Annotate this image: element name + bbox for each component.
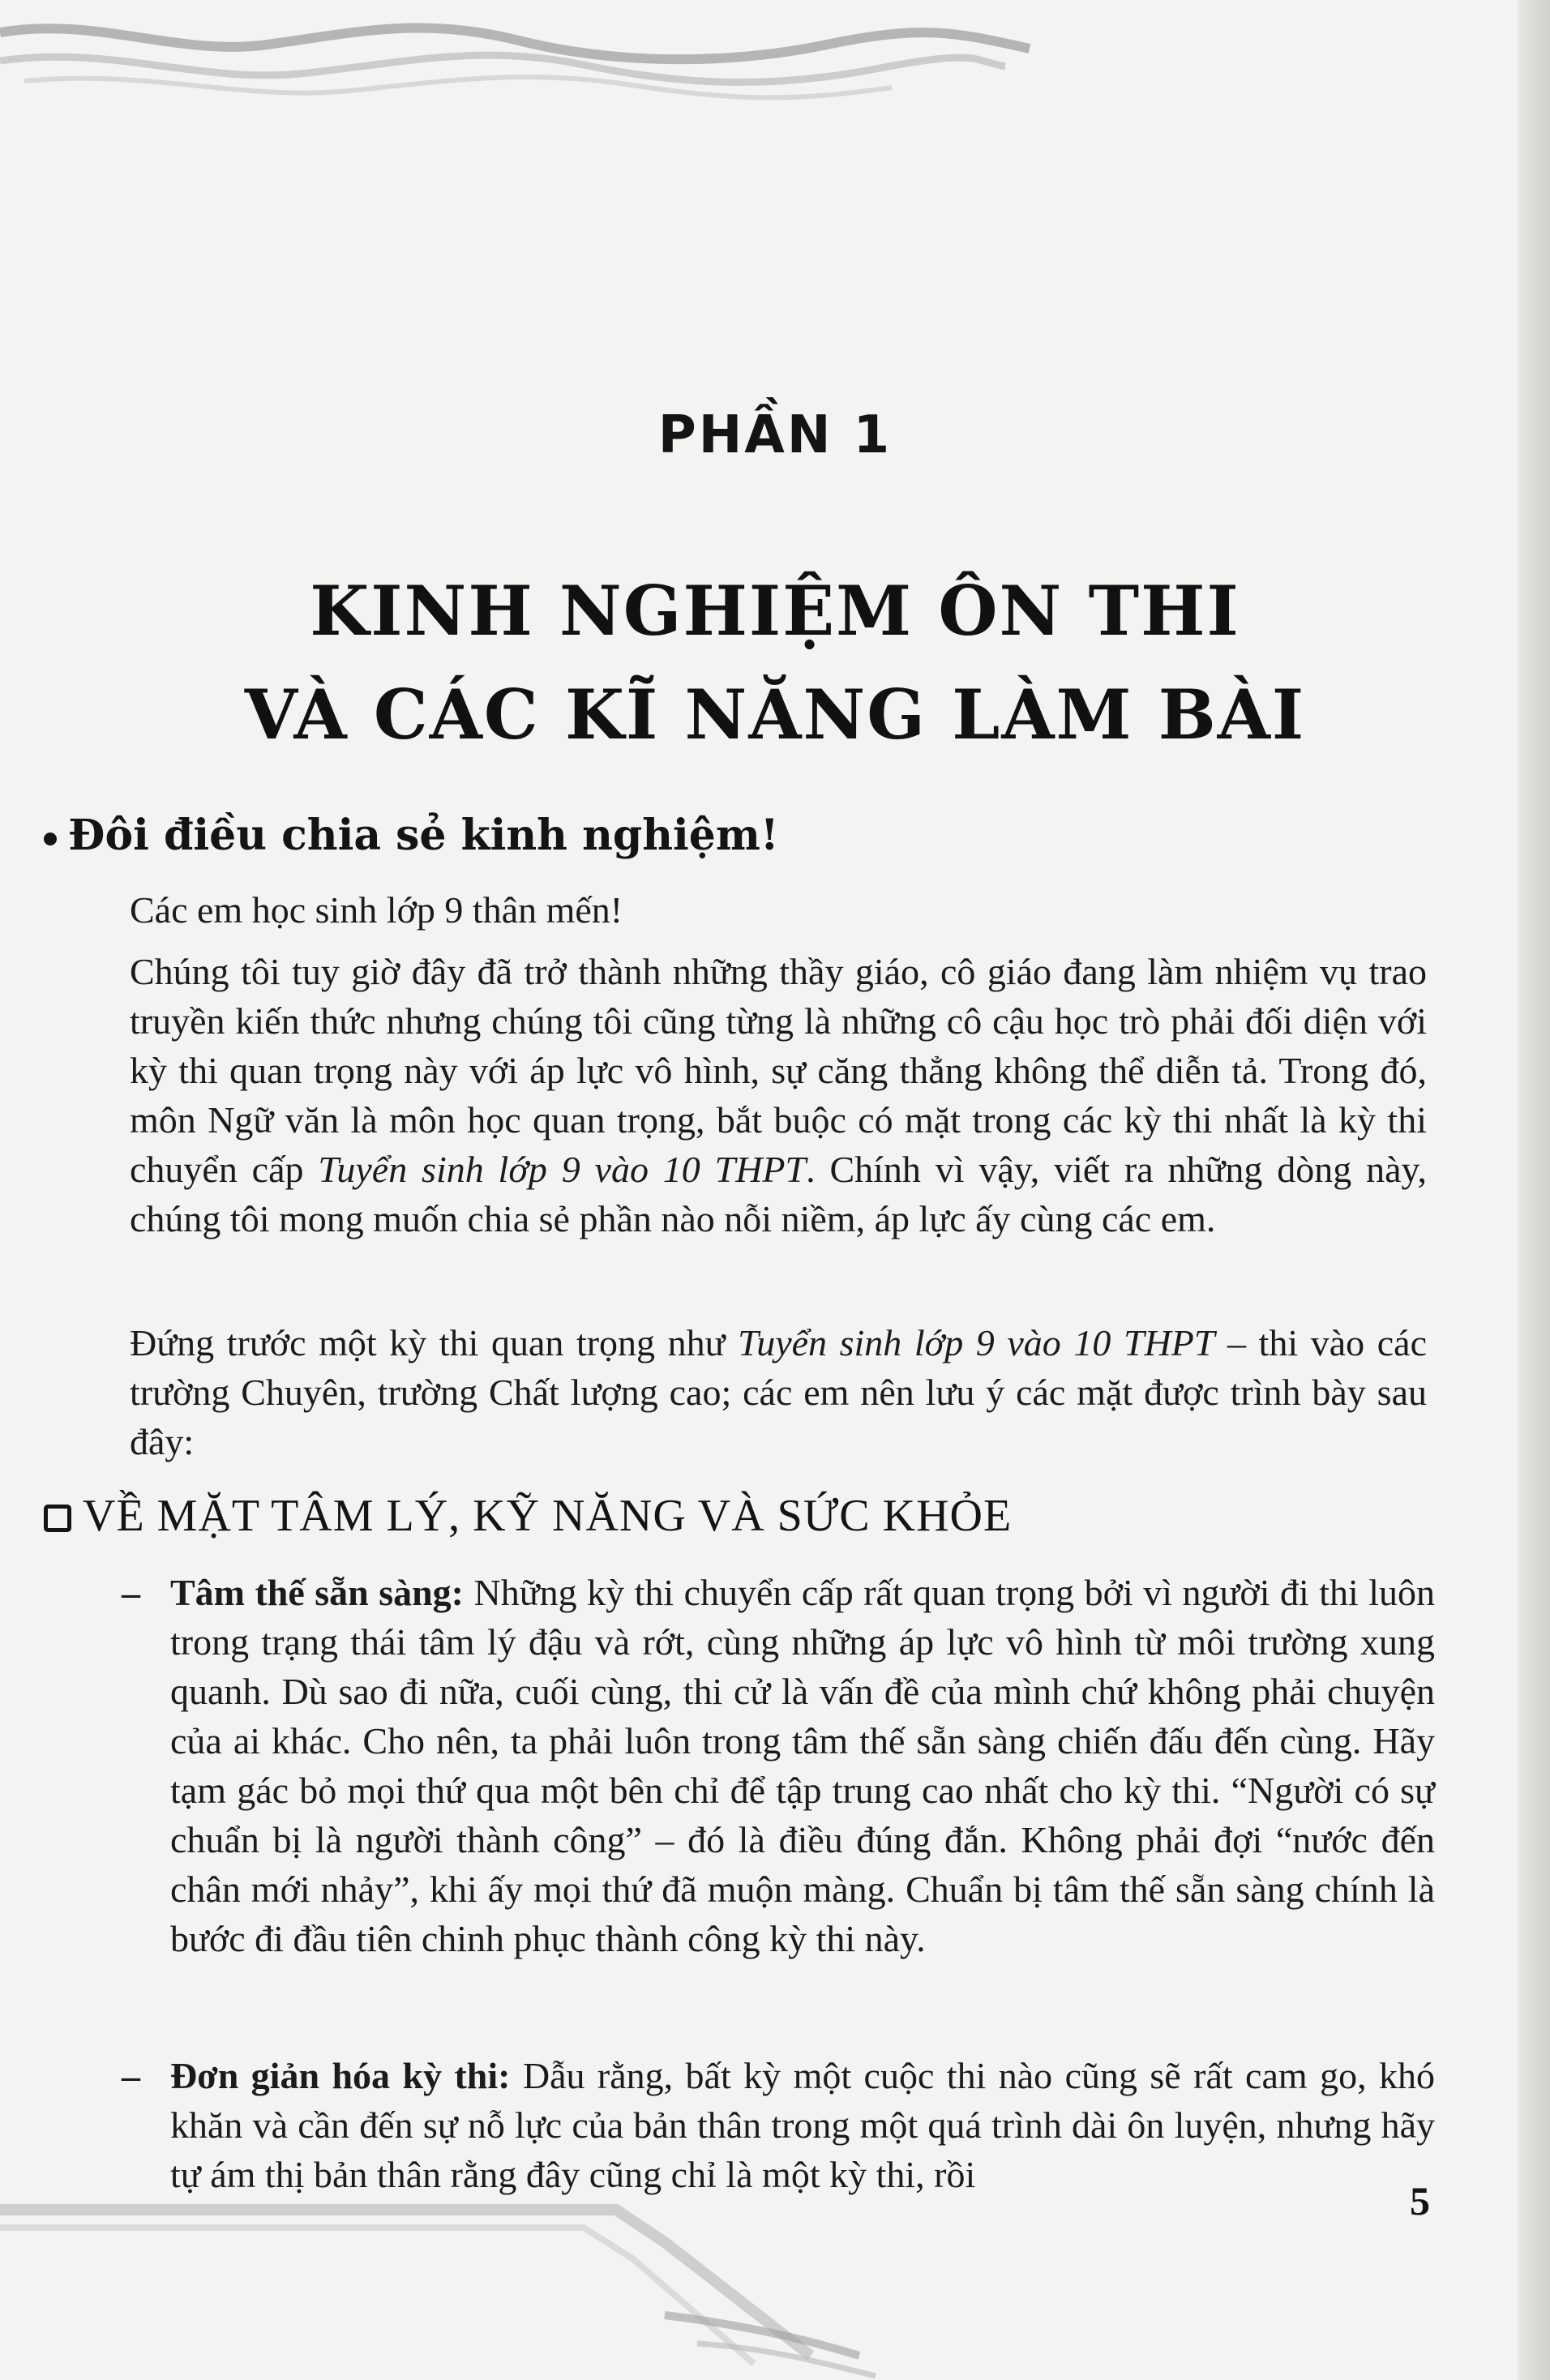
bullet-icon [44, 833, 57, 845]
second-paragraph [130, 1318, 1427, 1466]
section-heading [44, 1490, 1012, 1542]
bullet-heading [44, 811, 779, 860]
bottom-wave-decoration [0, 2194, 1550, 2380]
greeting: Các em học sinh lớp 9 thân mến! [130, 889, 623, 931]
checkbox-icon [44, 1505, 71, 1532]
list-item [122, 2051, 1435, 2199]
list-item-text: Những kỳ thi chuyển cấp rất quan trọng bởi vì người đi thi luôn trong trạng thái tâm lý đậu và rớt, cùng những áp lực vô hình từ môi trường xung quanh. Dù sao đi nữa, cuối cùng, thi cử là vấn đề của mình chứ không phải chuyện của ai khác. Cho nên, ta phải luôn trong tâm thế sẵn sàng chiến đấu đến cùng. Hãy tạm gác bỏ mọi thứ qua một bên chỉ để tập trung cao nhất cho kỳ thi. “Người có sự chuẩn bị là người thành công” – đó là điều đúng đắn. Không phải đợi “nước đến chân mới nhảy”, khi ấy mọi thứ đã muộn màng. Chuẩn bị tâm thế sẵn sàng chính là bước đi đầu tiên chinh phục thành công kỳ thi này. [170, 1572, 1435, 1959]
intro-paragraph [130, 947, 1427, 1244]
section-heading-text: VỀ MẶT TÂM LÝ, KỸ NĂNG VÀ SỨC KHỎE [83, 1491, 1013, 1541]
page-edge-shadow [1518, 0, 1550, 2380]
list-item-text: Dẫu rằng, bất kỳ một cuộc thi nào cũng sẽ rất cam go, khó khăn và cần đến sự nỗ lực của bản thân trong một quá trình dài ôn luyện, nhưng hãy tự ám thị bản thân rằng đây cũng chỉ là một kỳ thi, rồi [170, 2055, 1435, 2195]
second-italic-exam: Tuyển sinh lớp 9 vào 10 THPT [738, 1322, 1215, 1363]
second-text-2: – thi vào các trường Chuyên, trường Chất lượng cao; các em nên lưu ý các mặt được trình bày sau đây: [130, 1322, 1428, 1462]
chapter-title-line-1: KINH NGHIỆM ÔN THI [310, 571, 1240, 651]
part-label: PHẦN 1 [657, 405, 893, 465]
chapter-title-line-2: VÀ CÁC KĨ NĂNG LÀM BÀI [244, 674, 1306, 755]
second-text-1: Đứng trước một kỳ thi quan trọng như [130, 1322, 739, 1363]
top-wave-decoration [0, 0, 1054, 113]
list-item-label: Đơn giản hóa kỳ thi: [170, 2055, 511, 2096]
bullet-heading-text: Đôi điều chia sẻ kinh nghiệm! [68, 811, 779, 860]
intro-italic-exam: Tuyển sinh lớp 9 vào 10 THPT [318, 1149, 807, 1190]
dash-marker: – [122, 2055, 140, 2096]
list-item-label: Tâm thế sẵn sàng: [170, 1572, 465, 1613]
dash-marker: – [122, 1572, 140, 1613]
intro-text-1: Chúng tôi tuy giờ đây đã trở thành những thầy giáo, cô giáo đang làm nhiệm vụ trao truyền kiến thức nhưng chúng tôi cũng từng là những cô cậu học trò phải đối diện với kỳ thi quan trọng này với áp lực vô hình, sự căng thẳng không thể diễn tả. Trong đó, môn Ngữ văn là môn học quan trọng, bắt buộc có mặt trong các kỳ thi nhất là kỳ thi chuyển cấp [130, 951, 1427, 1190]
list-item [122, 1568, 1435, 1963]
page-number: 5 [1410, 2178, 1430, 2224]
intro-text-2: . Chính vì vậy, viết ra những dòng này, chúng tôi mong muốn chia sẻ phần nào nỗi niềm, áp lực ấy cùng các em. [130, 1149, 1427, 1239]
